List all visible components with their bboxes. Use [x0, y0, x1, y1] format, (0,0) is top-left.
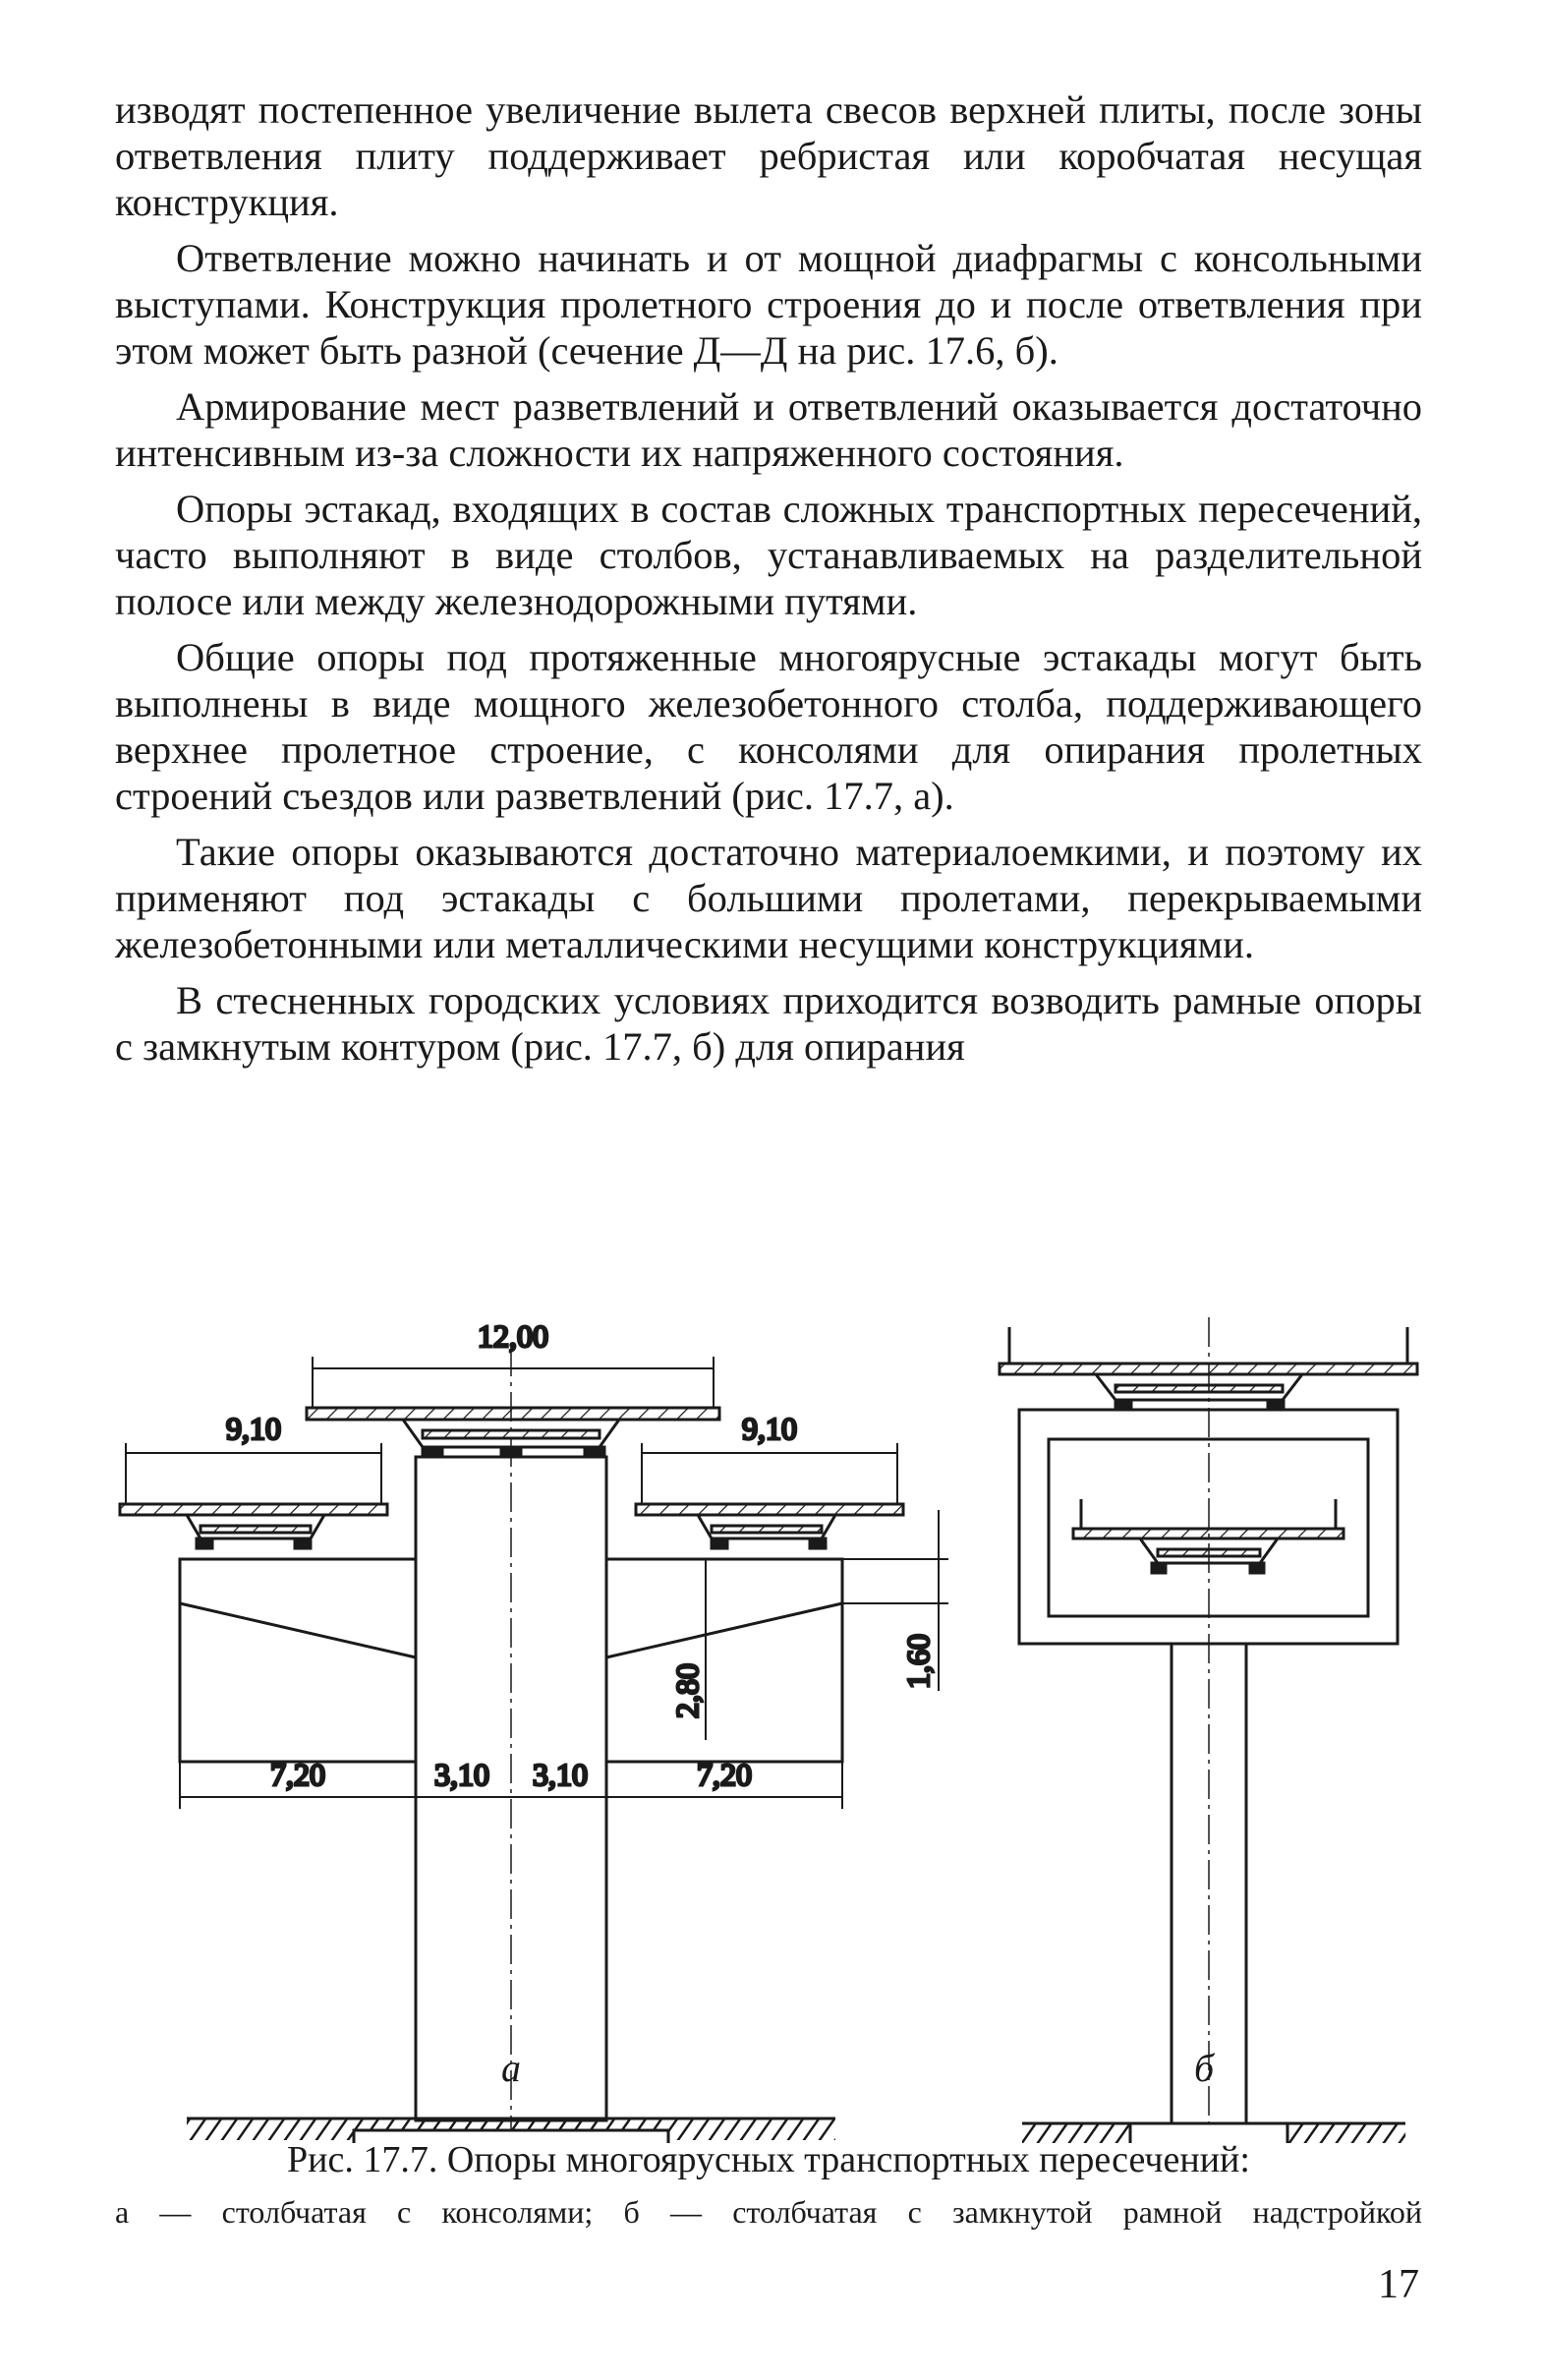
dim-top-width: 12,00	[478, 1318, 548, 1354]
page-number: 17	[1378, 2262, 1419, 2307]
paragraph-4: Опоры эстакад, входящих в состав сложных транспортных пересечений, часто выполняют в виде столбов, устанавливаемых на разделительной полосе или между железнодорожными путями.	[115, 487, 1422, 623]
paragraph-3: Армирование мест разветвлений и ответвлений оказывается достаточно интенсивным из-за сложности их напряженного состояния.	[115, 384, 1422, 475]
dim-height-1-60: 1,60	[900, 1634, 936, 1689]
dim-left-width: 9,10	[226, 1411, 281, 1446]
dim-left-cantilever: 7,20	[270, 1757, 325, 1792]
paragraph-1: изводят постепенное увеличение вылета свесов верхней плиты, после зоны ответвления плиту поддерживает ребристая или коробчатая несущая конструкция.	[115, 87, 1422, 224]
figure-caption-title: Рис. 17.7. Опоры многоярусных транспортных пересечений:	[287, 2139, 1250, 2180]
dim-right-cantilever: 7,20	[697, 1757, 752, 1792]
label-b: б	[1194, 2046, 1215, 2090]
label-a: а	[501, 2046, 521, 2090]
figure-caption-description: а — столбчатая с консолями; б — столбчатая с замкнутой рамной надстройкой	[115, 2194, 1422, 2230]
top-deck	[307, 1408, 719, 1457]
body-text	[115, 87, 1422, 1070]
figure-17-7	[0, 1278, 1544, 2143]
left-cantilever	[120, 1504, 416, 1762]
paragraph-5: Общие опоры под протяженные многоярусные эстакады могут быть выполнены в виде мощного железобетонного столба, поддерживающего верхнее пролетное строение, с консолями для опирания пролетных строений съездов или разветвлений (рис. 17.7, а).	[115, 635, 1422, 818]
figure-a-drawing	[120, 1318, 948, 2143]
dim-right-half: 3,10	[533, 1757, 588, 1792]
right-cantilever	[606, 1504, 903, 1762]
dim-left-half: 3,10	[434, 1757, 489, 1792]
paragraph-7: В стесненных городских условиях приходится возводить рамные опоры с замкнутым контуром (рис. 17.7, б) для опирания	[115, 978, 1422, 1069]
paragraph-2: Ответвление можно начинать и от мощной диафрагмы с консольными выступами. Конструкция пролетного строения до и после ответвления при этом может быть разной (сечение Д—Д на рис. 17.6, б).	[115, 236, 1422, 373]
dim-right-width: 9,10	[742, 1411, 797, 1446]
dim-height-2-80: 2,80	[669, 1663, 705, 1718]
figure-b-drawing	[1000, 1317, 1417, 2143]
paragraph-6: Такие опоры оказываются достаточно материалоемкими, и поэтому их применяют под эстакады с большими пролетами, перекрываемыми железобетонными или металлическими несущими конструкциями.	[115, 830, 1422, 966]
figure-drawing	[0, 1278, 1544, 2143]
